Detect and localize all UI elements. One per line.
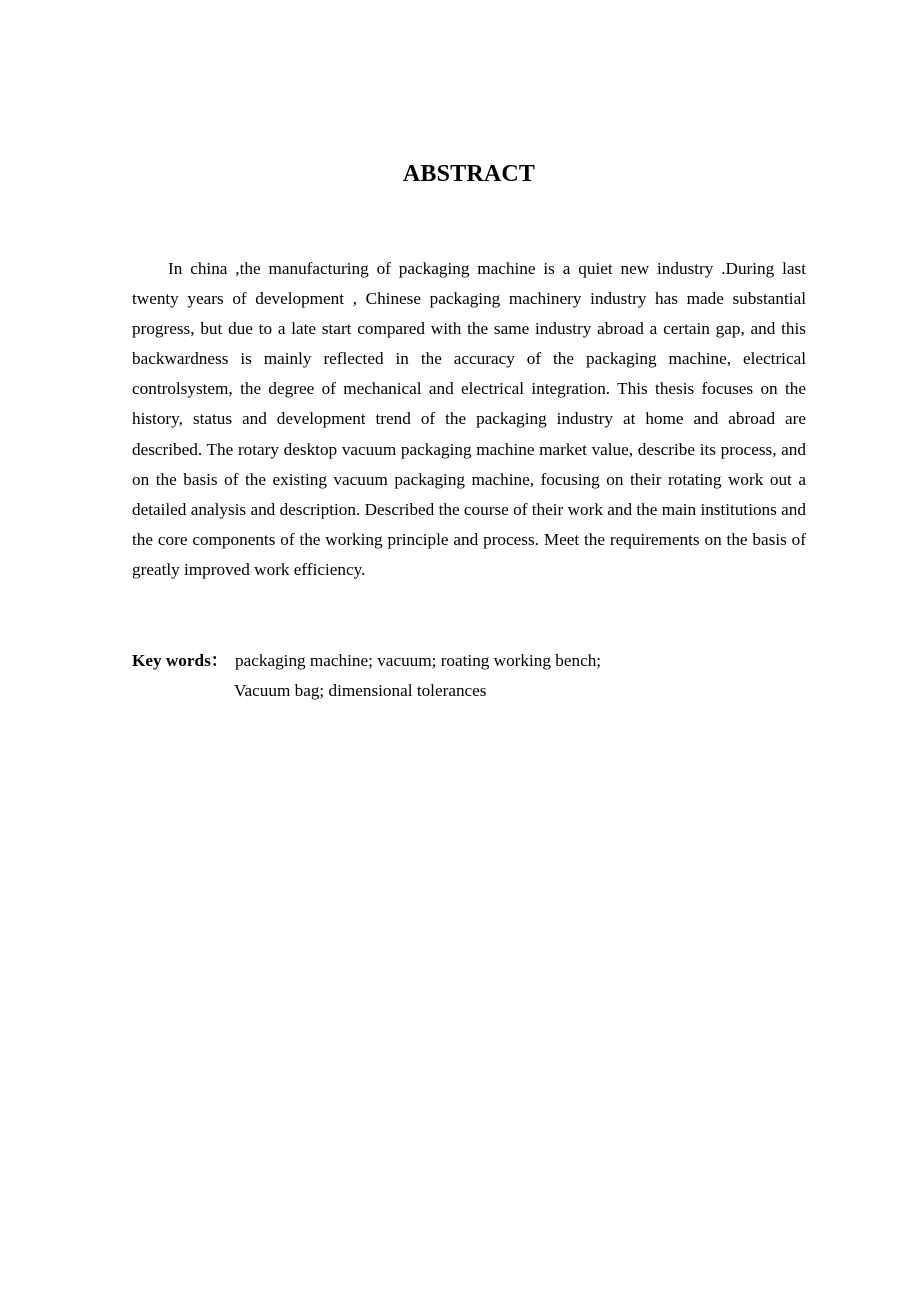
abstract-paragraph: In china ,the manufacturing of packaging machine is a quiet new industry .During last twenty years of development , Chinese packaging machinery industry has made substantial progress, but due to a late start compared with the same industry abroad a certain gap, and this backwardness is mainly reflected in the accuracy of the packaging machine, electrical controlsystem, the degree of mechanical and electrical integration. This thesis focuses on the history, status and development trend of the packaging industry at home and abroad are described. The rotary desktop vacuum packaging machine market value, describe its process, and on the basis of the existing vacuum packaging machine, focusing on their rotating work out a detailed analysis and description. Described the course of their work and the main institutions and the core components of the working principle and process. Meet the requirements on the basis of greatly improved work efficiency. [132, 259, 806, 579]
keywords-line-1: packaging machine; vacuum; roating working bench; [235, 651, 602, 670]
keywords-section [132, 646, 806, 706]
keywords-label: Key words： [132, 651, 228, 670]
keywords-row [132, 646, 806, 676]
abstract-title: ABSTRACT [402, 161, 536, 187]
keywords-line-2: Vacuum bag; dimensional tolerances [234, 681, 487, 700]
